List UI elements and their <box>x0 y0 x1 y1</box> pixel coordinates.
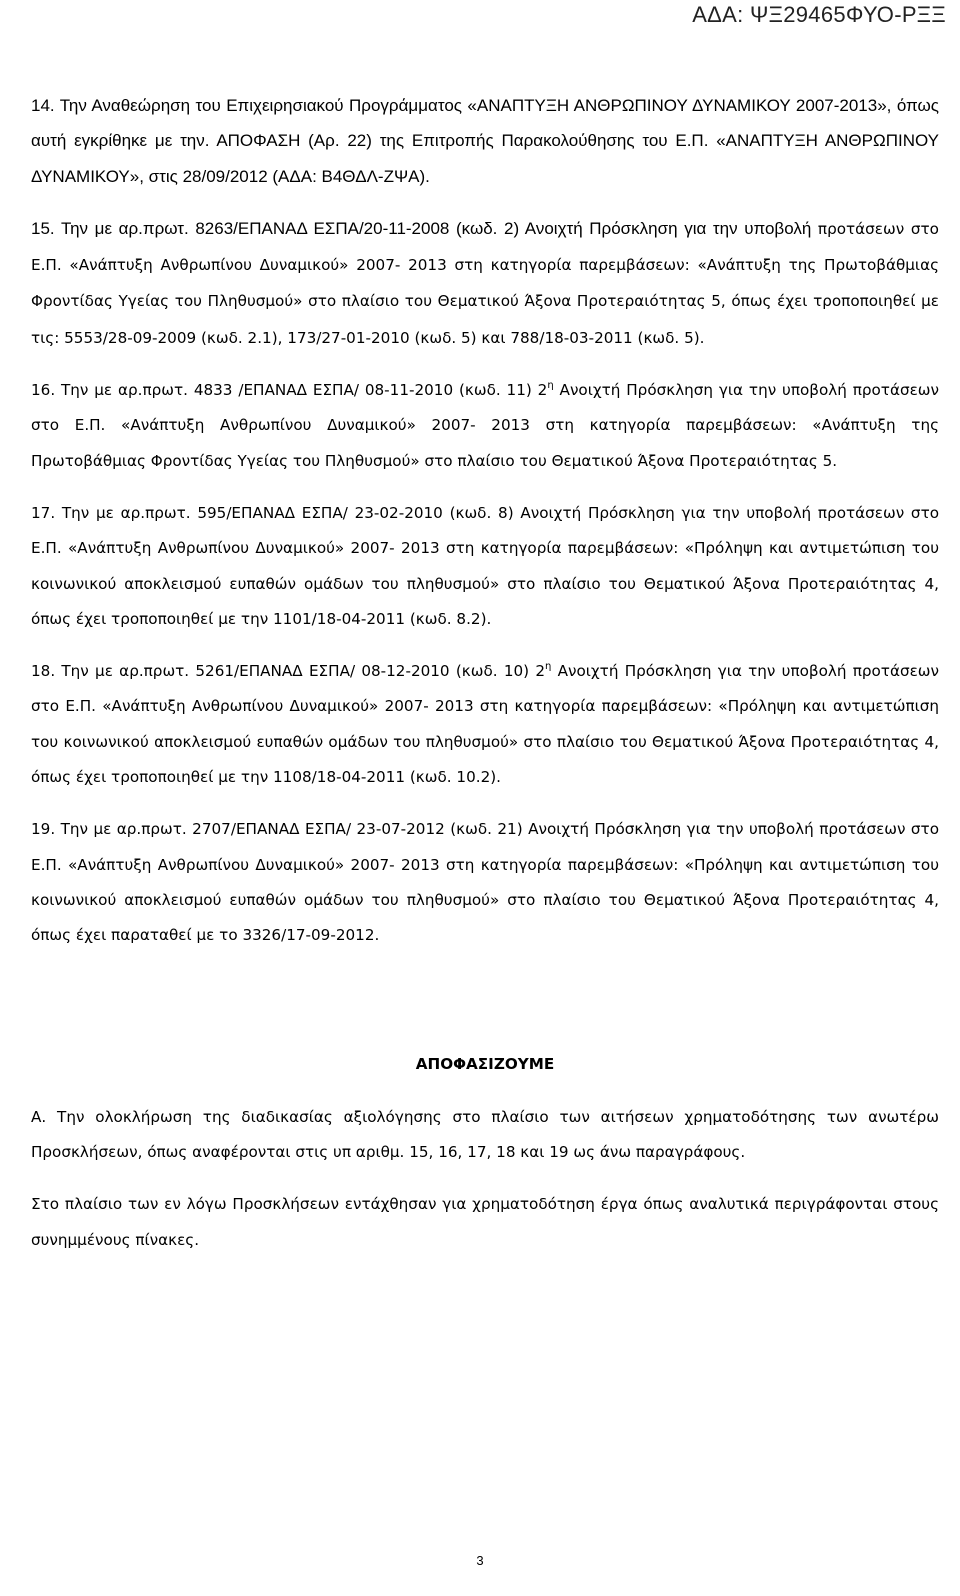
item-18-start: 18. Την με αρ.πρωτ. 5261/ΕΠΑΝΑΔ ΕΣΠΑ/ 08-12-2010 (κωδ. 10) 2 <box>31 662 545 681</box>
decision-paragraph-a: Α. Την ολοκλήρωση της διαδικασίας αξιολόγησης στο πλαίσιο των αιτήσεων χρηματοδότησης των ανωτέρω Προσκλήσεων, όπως αναφέρονται στις υπ αριθμ. 15, 16, 17, 18 και 19 ως άνω παραγράφους. <box>31 1107 939 1162</box>
document-body <box>31 88 939 1258</box>
item-16-start: 16. Την με αρ.πρωτ. 4833 /ΕΠΑΝΑΔ ΕΣΠΑ/ 08-11-2010 (κωδ. 11) 2 <box>31 381 548 400</box>
item-18-superscript: η <box>545 661 552 673</box>
item-18-end: Ανοιχτή Πρόσκληση για την υποβολή προτάσεων στο Ε.Π. «Ανάπτυξη Ανθρωπίνου Δυναμικού» 2007- 2013 στη κατηγορία παρεμβάσεων: «Πρόληψη και αντιμετώπιση του κοινωνικού αποκλεισμού ευπαθών ομάδων του πληθυσμού» στο πλαίσιο του Θεματικού Άξονα Προτεραιότητας 4, όπως έχει τροποποιηθεί με την 1108/18-04-2011 (κωδ. 10.2). <box>31 662 939 787</box>
item-14: 14. Την Αναθεώρηση του Επιχειρησιακού Προγράμματος «ΑΝΑΠΤΥΞΗ ΑΝΘΡΩΠΙΝΟΥ ΔΥΝΑΜΙΚΟΥ 2007-2013», όπως αυτή εγκρίθηκε με την. ΑΠΟΦΑΣΗ (Αρ. 22) της Επιτροπής Παρακολούθησης του Ε.Π. «ΑΝΑΠΤΥΞΗ ΑΝΘΡΩΠΙΝΟΥ ΔΥΝΑΜΙΚΟΥ», στις 28/09/2012 (ΑΔΑ: Β4ΘΔΛ-ΖΨΑ). <box>31 96 939 186</box>
item-15-rest: προτάσεων στο Ε.Π. «Ανάπτυξη Ανθρωπίνου Δυναμικού» 2007- 2013 στη κατηγορία παρεμβάσεων: «Ανάπτυξη της Πρωτοβάθμιας Φροντίδας Υγείας του Πληθυσμού» στο πλαίσιο του Θεματικού Άξονα Προτεραιότητας 5, όπως έχει τροποποιηθεί με τις: 5553/28-09-2009 (κωδ. 2.1), 173/27-01-2010 (κωδ. 5) και 788/18-03-2011 (κωδ. 5). <box>31 219 939 347</box>
item-17: 17. Την με αρ.πρωτ. 595/ΕΠΑΝΑΔ ΕΣΠΑ/ 23-02-2010 (κωδ. 8) Ανοιχτή Πρόσκληση για την υποβολή προτάσεων στο Ε.Π. «Ανάπτυξη Ανθρωπίνου Δυναμικού» 2007- 2013 στη κατηγορία παρεμβάσεων: «Πρόληψη και αντιμετώπιση του κοινωνικού αποκλεισμού ευπαθών ομάδων του πληθυσμού» στο πλαίσιο του Θεματικού Άξονα Προτεραιότητας 4, όπως έχει τροποποιηθεί με την 1101/18-04-2011 (κωδ. 8.2). <box>31 503 939 628</box>
decision-heading: ΑΠΟΦΑΣΙΖΟΥΜΕ <box>415 1054 555 1073</box>
item-19: 19. Την με αρ.πρωτ. 2707/ΕΠΑΝΑΔ ΕΣΠΑ/ 23-07-2012 (κωδ. 21) Ανοιχτή Πρόσκληση για την υποβολή προτάσεων στο Ε.Π. «Ανάπτυξη Ανθρωπίνου Δυναμικού» 2007- 2013 στη κατηγορία παρεμβάσεων: «Πρόληψη και αντιμετώπιση του κοινωνικού αποκλεισμού ευπαθών ομάδων του πληθυσμού» στο πλαίσιο του Θεματικού Άξονα Προτεραιότητας 4, όπως έχει παραταθεί με το 3326/17-09-2012. <box>31 820 939 945</box>
page-number: 3 <box>476 1553 484 1568</box>
item-16-superscript: η <box>547 380 554 392</box>
item-15 <box>31 211 939 356</box>
ada-header: ΑΔΑ: ΨΞ29465ΦΥΟ-ΡΞΞ <box>692 2 946 27</box>
item-15-line-1: 15. Την με αρ.πρωτ. 8263/ΕΠΑΝΑΔ ΕΣΠΑ/20-11-2008 (κωδ. 2) Ανοιχτή Πρόσκληση για την υποβολή <box>31 218 812 238</box>
item-16 <box>31 373 939 479</box>
item-18 <box>31 654 939 795</box>
item-16-end: Ανοιχτή Πρόσκληση για την υποβολή προτάσεων στο Ε.Π. «Ανάπτυξη Ανθρωπίνου Δυναμικού» 2007- 2013 στη κατηγορία παρεμβάσεων: «Ανάπτυξη της Πρωτοβάθμιας Φροντίδας Υγείας του Πληθυσμού» στο πλαίσιο του Θεματικού Άξονα Προτεραιότητας 5. <box>31 381 939 470</box>
decision-paragraph-b: Στο πλαίσιο των εν λόγω Προσκλήσεων εντάχθησαν για χρηματοδότηση έργα όπως αναλυτικά περιγράφονται στους συνημμένους πίνακες. <box>31 1195 939 1249</box>
